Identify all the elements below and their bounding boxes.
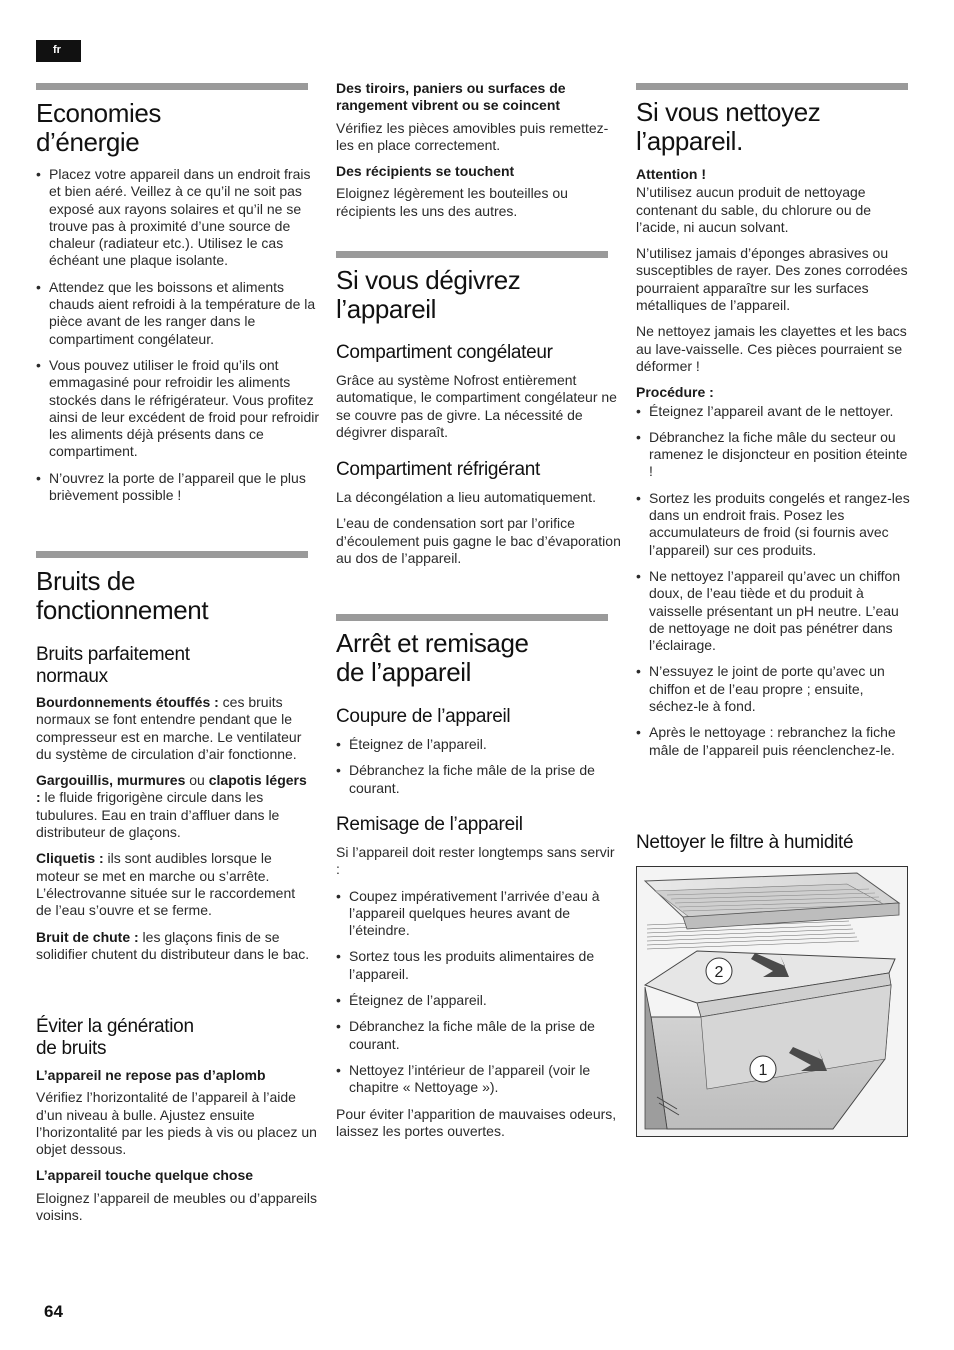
noise-descriptions (36, 694, 311, 963)
list-item: • Débranchez la fiche mâle de la prise de courant. (336, 1018, 621, 1053)
list-item: • Vous pouvez utiliser le froid qu’ils ont emmagasiné pour refroidir les aliments stockés dans le réfrigérateur. Vous profitez ainsi de leur excédent de froid pour refroidir les aliments déjà présents dans ce compartiment. (36, 357, 321, 461)
paragraph: Vérifiez les pièces amovibles puis remettez-les en place correctement. (336, 119, 609, 153)
subsection-title: Compartiment congélateur (336, 342, 553, 363)
paragraph: N’utilisez aucun produit de nettoyage contenant du sable, du chlorure ou de l’acide, ni aucun solvant. (636, 184, 872, 235)
list-item: • Coupez impérativement l’arrivée d’eau à l’appareil quelques heures avant de l’éteindre. (336, 888, 621, 940)
paragraph: Bruit de chute : les glaçons finis de se solidifier chutent du distributeur dans le bac. (36, 928, 310, 962)
paragraph: Bourdonnements étouffés : ces bruits normaux se font entendre pendant que le compresseur est en marche. Le ventilateur du système de circulation d’air fonctionne. (36, 694, 302, 762)
page-number: 64 (44, 1302, 63, 1321)
subsection-title: Bruits parfaitement normaux (36, 644, 190, 687)
paragraph: Ne nettoyez jamais les clayettes et les bacs au lave-vaisselle. Ces pièces pourraient se déformer ! (636, 323, 907, 374)
subsection-title: Éviter la génération de bruits (36, 1016, 194, 1059)
list-item: • Éteignez l’appareil avant de le nettoyer. (636, 403, 911, 420)
paragraph-block (336, 372, 621, 441)
section-title: Si vous nettoyez l’appareil. (636, 97, 821, 156)
question-heading: L’appareil touche quelque chose (36, 1167, 254, 1184)
list-item: • N’essuyez le joint de porte qu’avec un chiffon et de l’eau propre ; ensuite, séchez-le à fond. (636, 663, 911, 715)
section-divider (336, 251, 608, 258)
paragraph: L’eau de condensation sort par l’orifice d’écoulement puis gagne le bac d’évaporation au dos de l’appareil. (336, 515, 621, 566)
section-title: Si vous dégivrez l’appareil (336, 265, 521, 324)
section-defrost (336, 266, 621, 324)
subsection-title: Nettoyer le filtre à humidité (636, 832, 854, 853)
cleaning-instructions (636, 166, 911, 759)
section-clean (636, 98, 921, 156)
attention-label: Attention ! (636, 166, 706, 182)
subsection-title: Coupure de l’appareil (336, 706, 511, 727)
bullet-list (336, 736, 621, 797)
list-item: • Débranchez la fiche mâle du secteur ou ramenez le disjoncteur en position éteinte ! (636, 429, 911, 481)
list-item: • Placez votre appareil dans un endroit frais et bien aéré. Veillez à ce qu’il ne soit pas exposé aux rayons solaires et qu’il ne se trouve pas à proximité d’une source de chaleur (radiateur etc.). Utilisez le cas échéant une plaque isolante. (36, 166, 321, 270)
list-item: • Sortez tous les produits alimentaires de l’appareil. (336, 948, 621, 983)
storage-instructions (336, 844, 621, 1140)
list-item: • Nettoyez l’intérieur de l’appareil (voir le chapitre « Nettoyage »). (336, 1062, 621, 1097)
drawer-drawing (637, 867, 907, 1136)
section-stop (336, 629, 621, 687)
bullet-list (36, 166, 321, 504)
section-title: Arrêt et remisage de l’appareil (336, 628, 529, 687)
subsection-title: Remisage de l’appareil (336, 814, 523, 835)
question-heading: L’appareil ne repose pas d’aplomb (36, 1067, 266, 1083)
subsection-title: Compartiment réfrigérant (336, 459, 540, 480)
list-item: • N’ouvrez la porte de l’appareil que le plus brièvement possible ! (36, 470, 321, 505)
paragraph: Cliquetis : ils sont audibles lorsque le moteur se met en marche ou s’arrête. L’électrovanne située sur le raccordement de l’eau s’ouvre et se ferme. (36, 850, 296, 919)
list-item: • Attendez que les boissons et aliments chauds aient refroidi à la température de la pièce avant de les ranger dans le compartiment congélateur. (36, 279, 321, 348)
paragraph: Grâce au système Nofrost entièrement automatique, le compartiment congélateur ne se couvre pas de givre. La nécessité de dégivrer disparaît. (336, 372, 617, 440)
list-item: • Éteignez de l’appareil. (336, 992, 621, 1009)
section-divider (36, 551, 308, 558)
question-heading: Des tiroirs, paniers ou surfaces de rangement vibrent ou se coincent (336, 80, 566, 114)
paragraph-block (336, 489, 621, 567)
paragraph: N’utilisez jamais d’éponges abrasives ou susceptibles de rayer. Des zones corrodées pourraient apparaître sur les surfaces métalliques de l’appareil. (636, 245, 908, 314)
list-item: • Ne nettoyez l’appareil qu’avec un chiffon doux, de l’eau tiède et du produit à vaisselle présentant un pH neutre. L’eau de nettoyage ne doit pas pénétrer dans l’éclairage. (636, 568, 911, 654)
paragraph: Si l’appareil doit rester longtemps sans servir : (336, 844, 615, 878)
section-energy (36, 99, 321, 157)
section-divider (636, 83, 908, 90)
language-tag: fr (36, 40, 81, 62)
paragraph: Vérifiez l’horizontalité de l’appareil à l’aide d’un niveau à bulle. Ajustez ensuite l’horizontalité par les pieds à vis ou placez un objet dessous. (36, 1089, 317, 1158)
section-title: Economies d’énergie (36, 98, 162, 157)
humidity-filter-illustration (636, 866, 908, 1137)
paragraph: La décongélation a lieu automatiquement. (336, 489, 596, 505)
paragraph: Pour éviter l’apparition de mauvaises odeurs, laissez les portes ouvertes. (336, 1105, 617, 1139)
noise-tips-continued (336, 80, 621, 220)
paragraph: Eloignez l’appareil de meubles ou d’appareils voisins. (36, 1189, 317, 1224)
question-heading: Des récipients se touchent (336, 163, 515, 180)
list-item: • Sortez les produits congelés et rangez-les dans un endroit frais. Posez les accumulateurs de froid (si fournis avec l’appareil) sur ces produits. (636, 490, 911, 559)
section-divider (36, 83, 308, 90)
noise-tips (36, 1067, 321, 1224)
list-item: • Éteignez de l’appareil. (336, 736, 621, 753)
callout-1: 1 (758, 1062, 768, 1079)
list-item: • Débranchez la fiche mâle de la prise de courant. (336, 762, 621, 797)
section-noise (36, 567, 321, 625)
list-item: • Après le nettoyage : rebranchez la fiche mâle de l’appareil puis réenclenchez-le. (636, 724, 911, 759)
paragraph: Eloignez légèrement les bouteilles ou récipients les uns des autres. (336, 185, 568, 219)
procedure-label: Procédure : (636, 384, 714, 401)
section-divider (336, 614, 608, 621)
section-title: Bruits de fonctionnement (36, 566, 209, 625)
callout-2: 2 (714, 964, 724, 981)
paragraph: Gargouillis, murmures ou clapotis légers : le fluide frigorigène circule dans les tubulures. Eau en train d’affluer dans le distributeur de glaçons. (36, 772, 307, 841)
